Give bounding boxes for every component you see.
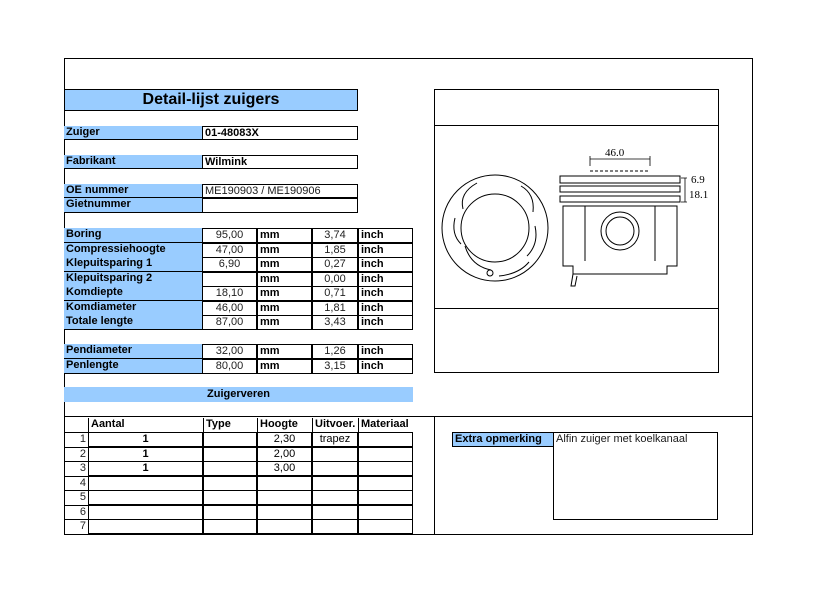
dims-inch-unit: inch bbox=[358, 272, 413, 287]
dims-label: Compressiehoogte bbox=[64, 243, 202, 258]
ring-cell-uitvoer[interactable]: trapez bbox=[312, 432, 358, 447]
ring-cell-aantal[interactable] bbox=[88, 490, 203, 505]
ring-cell-hoogte[interactable]: 2,00 bbox=[257, 447, 312, 462]
dims-mm-unit: mm bbox=[257, 286, 312, 301]
ring-row-number: 7 bbox=[64, 519, 88, 534]
oe-label: OE nummer bbox=[64, 184, 202, 198]
dims-inch-value[interactable]: 3,74 bbox=[312, 228, 358, 243]
dims-mm-value[interactable]: 87,00 bbox=[202, 315, 257, 330]
dims-label: Boring bbox=[64, 228, 202, 243]
dims-label: Klepuitsparing 2 bbox=[64, 272, 202, 287]
ring-row-number: 3 bbox=[64, 461, 88, 476]
dim-right-1: 6.9 bbox=[691, 174, 705, 186]
ring-cell-uitvoer[interactable] bbox=[312, 461, 358, 476]
pin-inch-unit: inch bbox=[358, 344, 413, 359]
dims-mm-unit: mm bbox=[257, 301, 312, 316]
ring-cell-materiaal[interactable] bbox=[358, 447, 413, 462]
pin-inch-unit: inch bbox=[358, 359, 413, 374]
ring-row-number: 5 bbox=[64, 490, 88, 505]
ring-cell-hoogte[interactable]: 3,00 bbox=[257, 461, 312, 476]
pin-inch-value[interactable]: 1,26 bbox=[312, 344, 358, 359]
ring-cell-uitvoer[interactable] bbox=[312, 476, 358, 491]
remark-label: Extra opmerking bbox=[452, 432, 554, 447]
ring-cell-uitvoer[interactable] bbox=[312, 519, 358, 534]
piston-drawing bbox=[435, 126, 718, 308]
fabrikant-value[interactable]: Wilmink bbox=[202, 155, 358, 169]
dims-label: Komdiameter bbox=[64, 301, 202, 316]
ring-row-number: 6 bbox=[64, 505, 88, 520]
dims-mm-value[interactable]: 47,00 bbox=[202, 243, 257, 258]
dims-label: Komdiepte bbox=[64, 286, 202, 301]
rings-header: Type bbox=[203, 418, 257, 432]
dims-inch-value[interactable]: 3,43 bbox=[312, 315, 358, 330]
rings-header: Materiaal bbox=[358, 418, 413, 432]
ring-cell-materiaal[interactable] bbox=[358, 461, 413, 476]
rings-title: Zuigerveren bbox=[64, 387, 413, 402]
dim-top: 46.0 bbox=[605, 147, 625, 159]
dims-mm-value[interactable] bbox=[202, 272, 257, 287]
ring-cell-aantal[interactable]: 1 bbox=[88, 432, 203, 447]
ring-cell-hoogte[interactable] bbox=[257, 519, 312, 534]
ring-cell-type[interactable] bbox=[203, 432, 257, 447]
remark-text[interactable]: Alfin zuiger met koelkanaal bbox=[553, 432, 718, 520]
giet-label: Gietnummer bbox=[64, 198, 202, 213]
ring-cell-materiaal[interactable] bbox=[358, 505, 413, 520]
ring-cell-aantal[interactable] bbox=[88, 476, 203, 491]
pin-mm-unit: mm bbox=[257, 344, 312, 359]
dims-mm-unit: mm bbox=[257, 315, 312, 330]
ring-cell-type[interactable] bbox=[203, 490, 257, 505]
ring-cell-materiaal[interactable] bbox=[358, 476, 413, 491]
dims-inch-value[interactable]: 0,00 bbox=[312, 272, 358, 287]
page-title: Detail-lijst zuigers bbox=[64, 89, 358, 111]
dims-inch-unit: inch bbox=[358, 315, 413, 330]
piston-top-view bbox=[442, 175, 548, 281]
ring-cell-uitvoer[interactable] bbox=[312, 447, 358, 462]
pin-mm-unit: mm bbox=[257, 359, 312, 374]
dims-inch-unit: inch bbox=[358, 243, 413, 258]
dims-mm-value[interactable]: 18,10 bbox=[202, 286, 257, 301]
rings-header: Aantal bbox=[88, 418, 203, 432]
pin-inch-value[interactable]: 3,15 bbox=[312, 359, 358, 374]
zuiger-label: Zuiger bbox=[64, 126, 202, 140]
ring-cell-aantal[interactable]: 1 bbox=[88, 461, 203, 476]
piston-drawing-box bbox=[434, 89, 719, 373]
ring-cell-materiaal[interactable] bbox=[358, 490, 413, 505]
dim-right-2: 18.1 bbox=[689, 189, 709, 201]
ring-cell-aantal[interactable] bbox=[88, 505, 203, 520]
dims-label: Klepuitsparing 1 bbox=[64, 257, 202, 272]
piston-side-view bbox=[560, 171, 680, 286]
dims-inch-unit: inch bbox=[358, 228, 413, 243]
ring-cell-uitvoer[interactable] bbox=[312, 505, 358, 520]
pin-mm-value[interactable]: 80,00 bbox=[202, 359, 257, 374]
ring-cell-type[interactable] bbox=[203, 461, 257, 476]
dims-mm-unit: mm bbox=[257, 272, 312, 287]
rings-header: Hoogte bbox=[257, 418, 312, 432]
pin-label: Pendiameter bbox=[64, 344, 202, 359]
ring-cell-type[interactable] bbox=[203, 476, 257, 491]
oe-value[interactable]: ME190903 / ME190906 bbox=[202, 184, 358, 198]
dims-inch-value[interactable]: 0,27 bbox=[312, 257, 358, 272]
dimension-lines bbox=[590, 156, 687, 202]
dims-mm-value[interactable]: 95,00 bbox=[202, 228, 257, 243]
dims-inch-value[interactable]: 0,71 bbox=[312, 286, 358, 301]
ring-cell-hoogte[interactable]: 2,30 bbox=[257, 432, 312, 447]
ring-cell-aantal[interactable]: 1 bbox=[88, 447, 203, 462]
dims-mm-value[interactable]: 46,00 bbox=[202, 301, 257, 316]
ring-cell-aantal[interactable] bbox=[88, 519, 203, 534]
pin-mm-value[interactable]: 32,00 bbox=[202, 344, 257, 359]
ring-row-number: 1 bbox=[64, 432, 88, 447]
pin-label: Penlengte bbox=[64, 359, 202, 374]
dims-mm-unit: mm bbox=[257, 228, 312, 243]
ring-cell-materiaal[interactable] bbox=[358, 519, 413, 534]
dims-mm-unit: mm bbox=[257, 243, 312, 258]
rings-header: Uitvoer. bbox=[312, 418, 358, 432]
ring-row-number: 2 bbox=[64, 447, 88, 462]
ring-cell-type[interactable] bbox=[203, 519, 257, 534]
fabrikant-label: Fabrikant bbox=[64, 155, 202, 169]
ring-cell-hoogte[interactable] bbox=[257, 505, 312, 520]
dims-inch-unit: inch bbox=[358, 286, 413, 301]
ring-cell-type[interactable] bbox=[203, 447, 257, 462]
giet-value[interactable] bbox=[202, 198, 358, 213]
column-divider bbox=[434, 416, 435, 535]
dims-mm-unit: mm bbox=[257, 257, 312, 272]
dims-inch-value[interactable]: 1,85 bbox=[312, 243, 358, 258]
zuiger-value[interactable]: 01-48083X bbox=[202, 126, 358, 140]
section-divider bbox=[64, 416, 753, 417]
ring-cell-hoogte[interactable] bbox=[257, 490, 312, 505]
ring-row-number: 4 bbox=[64, 476, 88, 491]
ring-cell-hoogte[interactable] bbox=[257, 476, 312, 491]
dims-inch-unit: inch bbox=[358, 301, 413, 316]
dims-inch-unit: inch bbox=[358, 257, 413, 272]
dims-mm-value[interactable]: 6,90 bbox=[202, 257, 257, 272]
ring-cell-type[interactable] bbox=[203, 505, 257, 520]
dims-label: Totale lengte bbox=[64, 315, 202, 330]
ring-cell-uitvoer[interactable] bbox=[312, 490, 358, 505]
dims-inch-value[interactable]: 1,81 bbox=[312, 301, 358, 316]
ring-cell-materiaal[interactable] bbox=[358, 432, 413, 447]
